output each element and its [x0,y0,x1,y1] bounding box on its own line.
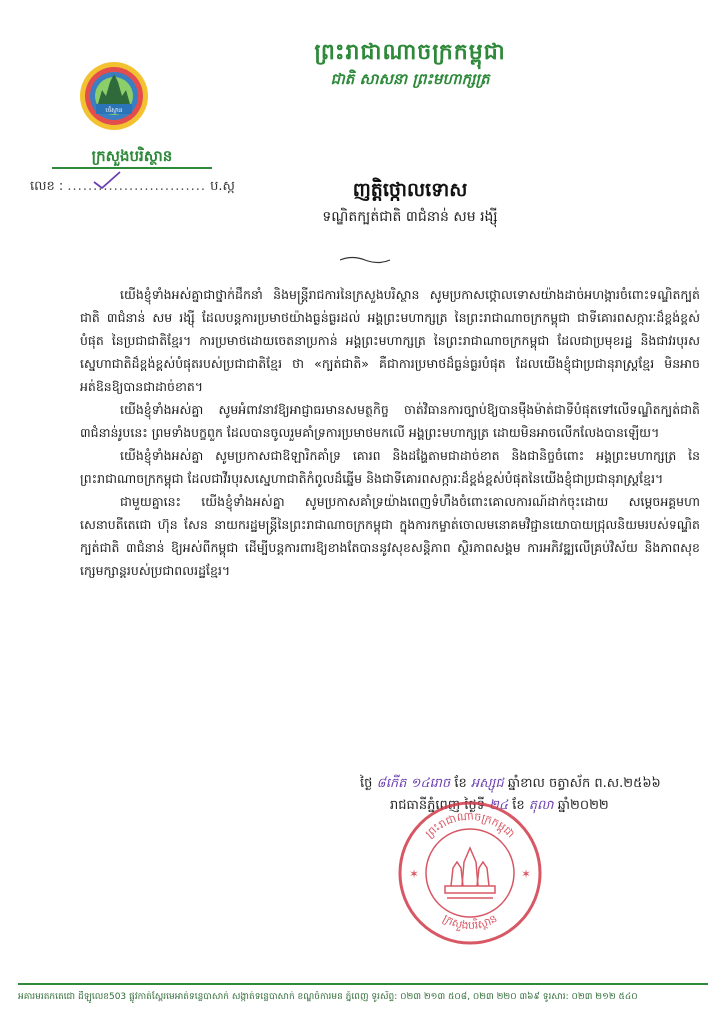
reference-number [30,178,235,197]
ministry-name: ក្រសួងបរិស្ថាន [91,147,173,165]
lunar-day-handwritten: ៨កើត ១៤រោច [376,776,451,791]
handwritten-tick-icon [92,170,122,190]
svg-text:ព្រះរាជាណាចក្រកម្ពុជា [423,810,517,841]
footer-address: អគារមរតកតេជោ ដីឡូលេខ503 ផ្លូវកាត់ស្ពែរមេអាត់ទន្លេបាសាក់ សង្កាត់ទន្លេបាសាក់ ខណ្ឌចំការមន ភ្នំពេញ ទូរស័ព្ទ: ០២៣ ២១៣ ៥០៨, ០២៣ ២២០ ៣៦៩ ទូរសារ: ០២៣ ២១២ ៥៤០ [18,992,638,1002]
lunar-day-label: ថ្ងៃ [360,776,373,791]
ministry-logo [78,60,150,132]
reference-suffix: ប.ស្ក [210,179,235,194]
footer-divider [18,983,708,985]
petition-body [80,283,700,582]
lunar-month-handwritten: អស្សុជ [470,776,504,791]
temple-icon [445,848,495,898]
paragraph: យើងខ្ញុំទាំងអស់គ្នា សូមប្រកាសជាឱឡារិកគាំទ្រ គោរព និងដង្ហែតាមជាដាច់ខាត និងជានិច្ចចំពោះ អង្គព្រះមហាក្សត្រ នៃព្រះរាជាណាចក្រកម្ពុជា ដែលជាវីរបុរសស្នេហាជាតិកំពូលដ៏ឆ្នើម និងជាទីគោរពសក្ការៈដ៏ខ្ពង់ខ្ពស់បំផុតនៃយើងខ្ញុំជាប្រជានុរាស្ត្រខ្មែរ។ [80,448,700,486]
paragraph: យើងខ្ញុំទាំងអស់គ្នាជាថ្នាក់ដឹកនាំ និងមន្ត្រីរាជការនៃក្រសួងបរិស្ថាន សូមប្រកាសថ្កោលទោសយ៉ាងដាច់អហង្ការចំពោះទណ្ឌិតក្បត់ជាតិ ៣ជំនាន់ សម រង្ស៊ី ដែលបន្តការប្រមាថយ៉ាងធ្ងន់ធ្ងរដល់ អង្គព្រះមហាក្សត្រ នៃព្រះរាជាណាចក្រកម្ពុជា ជាទីគោរពសក្ការៈដ៏ខ្ពង់ខ្ពស់បំផុត នៃប្រជាជាតិខ្មែរ។ ការប្រមាថដោយចេតនាប្រកាន់ អង្គព្រះមហាក្សត្រ នៃព្រះរាជាណាចក្រកម្ពុជា ដែលជាប្រមុខរដ្ឋ និងជាវរបុរសស្នេហាជាតិដ៏ខ្ពង់ខ្ពស់បំផុតរបស់ប្រជាជាតិខ្មែរ ថា «ក្បត់ជាតិ» គឺជាការប្រមាថដ៏ធ្ងន់ធ្ងរបំផុត ដែលយើងខ្ញុំជាប្រជានុរាស្ត្រខ្មែរ មិនអាចអត់ឱនឱ្យបានជាដាច់ខាត។ [80,287,700,394]
svg-text:ក្រសួងបរិស្ថាន [441,912,500,933]
document-title: ញត្តិថ្កោលទោស [352,179,468,201]
paragraph: យើងខ្ញុំទាំងអស់គ្នា សូមអំពាវនាវឱ្យអាជ្ញាធរមានសមត្ថកិច្ច ចាត់វិធានការច្បាប់ឱ្យបានម៉ឺងម៉ាត់ជាទីបំផុតទៅលើទណ្ឌិតក្បត់ជាតិ ៣ជំនាន់រូបនេះ ព្រមទាំងបក្ខពួក ដែលបានចូលរួមគាំទ្រការប្រមាថមកលើ អង្គព្រះមហាក្សត្រ ដោយមិនអាចលើកលែងបានឡើយ។ [80,402,700,440]
national-motto: ជាតិ សាសនា ព្រះមហាក្សត្រ [330,70,490,88]
day-handwritten: ២៤ [489,798,509,813]
month-handwritten: តុលា [528,798,554,813]
ministry-underline [52,167,212,169]
star-left-icon: ✶ [409,867,420,881]
document-subject: ទណ្ឌិតក្បត់ជាតិ ៣ជំនាន់ សម រង្ស៊ី [322,209,498,225]
reference-dots: ........................... [67,179,206,194]
year: ឆ្នាំ២០២២ [557,798,609,813]
logo-text: បរិស្ថាន [105,107,123,114]
ornament-divider-icon [340,255,390,265]
lunar-month-label: ខែ [454,776,467,791]
official-seal [395,798,545,948]
seal-bottom-text: ក្រសួងបរិស្ថាន [440,911,500,933]
lunar-date [360,775,661,794]
reference-label: លេខ : [30,179,64,194]
paragraph: ជាមួយគ្នានេះ យើងខ្ញុំទាំងអស់គ្នា សូមប្រកាសគាំទ្រយ៉ាងពេញទំហឹងចំពោះគោលការណ៍ដាក់ចុះដោយ សម្តេចអគ្គមហាសេនាបតីតេជោ ហ៊ុន សែន នាយករដ្ឋមន្ត្រីនៃព្រះរាជាណាចក្រកម្ពុជា ក្នុងការកម្ចាត់ចោលមនោគមវិជ្ជានយោបាយជ្រុលនិយមរបស់ទណ្ឌិតក្បត់ជាតិ ៣ជំនាន់ ឱ្យអស់ពីកម្ពុជា ដើម្បីបន្តការពារឱ្យខាងតែបាននូវសុខសន្តិភាព ស្ថិរភាពសង្គម ការអភិវឌ្ឍលើគ្រប់វិស័យ និងភាពសុខក្សេមក្សាន្តរបស់ប្រជាពលរដ្ឋខ្មែរ។ [80,494,700,578]
place-day-label: រាជធានីភ្នំពេញ ថ្ងៃទី [390,798,485,813]
lunar-year: ឆ្នាំខាល ចត្វាស័ក ព.ស.២៥៦៦ [507,776,661,791]
kingdom-heading: ព្រះរាជាណាចក្រកម្ពុជា [314,40,506,65]
star-right-icon: ✶ [521,867,532,881]
month-label: ខែ [512,798,525,813]
seal-top-text: ព្រះរាជាណាចក្រកម្ពុជា [422,809,518,841]
